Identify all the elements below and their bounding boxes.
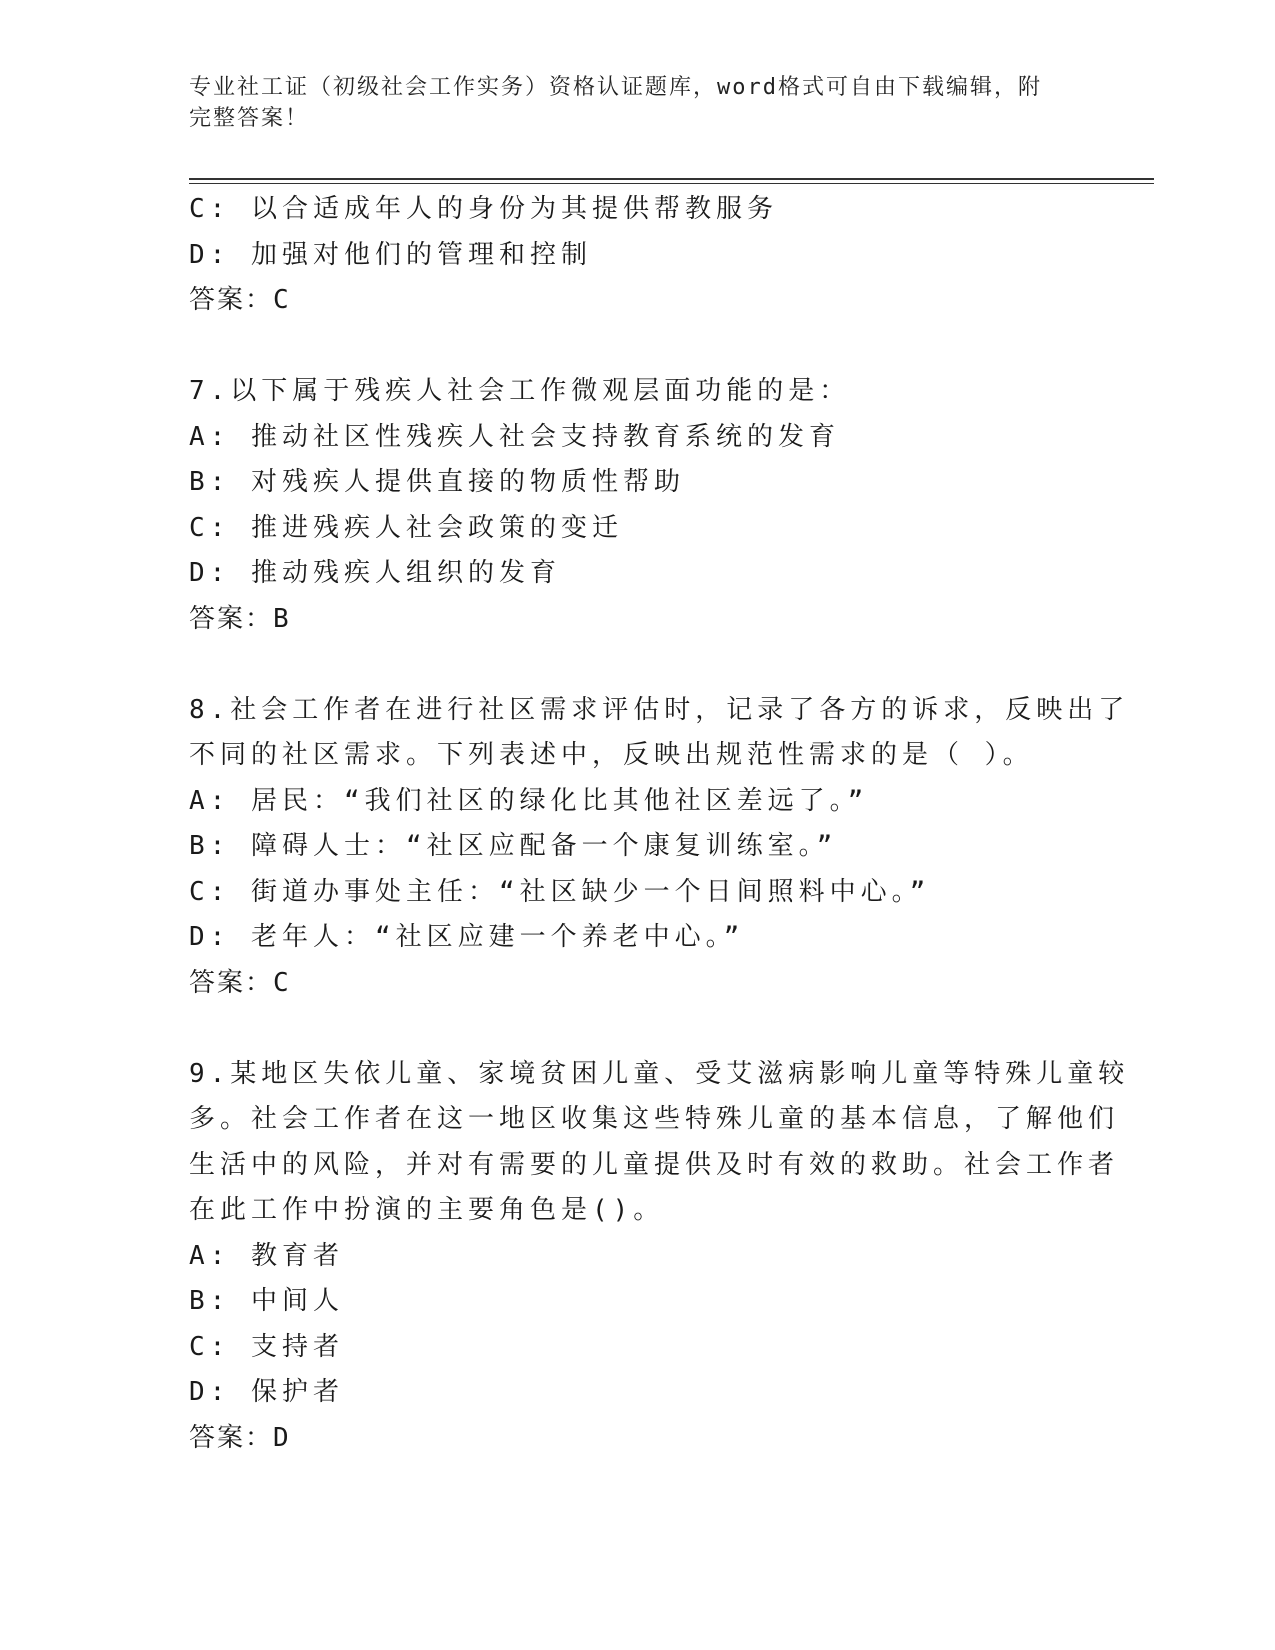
- option-a: A: 教育者: [189, 1240, 344, 1271]
- question-stem-line-2: 多。社会工作者在这一地区收集这些特殊儿童的基本信息，了解他们: [189, 1104, 1120, 1134]
- previous-question-fragment: [189, 187, 1089, 324]
- option-a: A: 居民：“我们社区的绿化比其他社区差远了。”: [189, 785, 869, 816]
- option-c: C: 以合适成年人的身份为其提供帮教服务: [189, 194, 778, 224]
- question-stem: 7.以下属于残疾人社会工作微观层面功能的是：: [189, 376, 851, 406]
- answer: 答案：C: [189, 967, 291, 998]
- option-b: B: 障碍人士：“社区应配备一个康复训练室。”: [189, 831, 838, 861]
- page-header: [189, 72, 1089, 134]
- question-content: [189, 187, 1130, 1461]
- question-stem-line-1: 8.社会工作者在进行社区需求评估时，记录了各方的诉求，反映出了: [189, 694, 1130, 725]
- question-7: [189, 369, 1089, 642]
- option-d: D: 推动残疾人组织的发育: [189, 558, 561, 588]
- question-8: [189, 688, 1130, 1007]
- option-a: A: 推动社区性残疾人社会支持教育系统的发育: [189, 421, 840, 452]
- answer: 答案：C: [189, 285, 291, 315]
- question-stem-line-4: 在此工作中扮演的主要角色是()。: [189, 1195, 665, 1225]
- question-stem-line-1: 9.某地区失依儿童、家境贫困儿童、受艾滋病影响儿童等特殊儿童较: [189, 1058, 1130, 1089]
- option-c: C: 推进残疾人社会政策的变迁: [189, 512, 623, 543]
- question-9: [189, 1052, 1130, 1462]
- option-c: C: 支持者: [189, 1331, 344, 1362]
- answer: 答案：B: [189, 603, 291, 634]
- answer: 答案：D: [189, 1422, 291, 1453]
- option-c: C: 街道办事处主任：“社区缺少一个日间照料中心。”: [189, 876, 931, 907]
- question-stem-line-2: 不同的社区需求。下列表述中，反映出规范性需求的是（ ）。: [189, 740, 1034, 770]
- option-d: D: 保护者: [189, 1377, 344, 1407]
- option-b: B: 对残疾人提供直接的物质性帮助: [189, 467, 685, 497]
- header-divider-thin: [189, 183, 1154, 184]
- option-d: D: 老年人：“社区应建一个养老中心。”: [189, 922, 745, 952]
- header-title-line-2: 完整答案！: [189, 106, 310, 131]
- question-stem-line-3: 生活中的风险，并对有需要的儿童提供及时有效的救助。社会工作者: [189, 1149, 1120, 1180]
- option-b: B: 中间人: [189, 1286, 344, 1316]
- spacer: [189, 642, 1089, 688]
- header-divider: [189, 178, 1154, 180]
- spacer: [189, 1006, 1089, 1052]
- option-d: D: 加强对他们的管理和控制: [189, 239, 592, 270]
- spacer: [189, 324, 1089, 370]
- header-title-line-1: 专业社工证（初级社会工作实务）资格认证题库，word格式可自由下载编辑，附: [189, 75, 1042, 100]
